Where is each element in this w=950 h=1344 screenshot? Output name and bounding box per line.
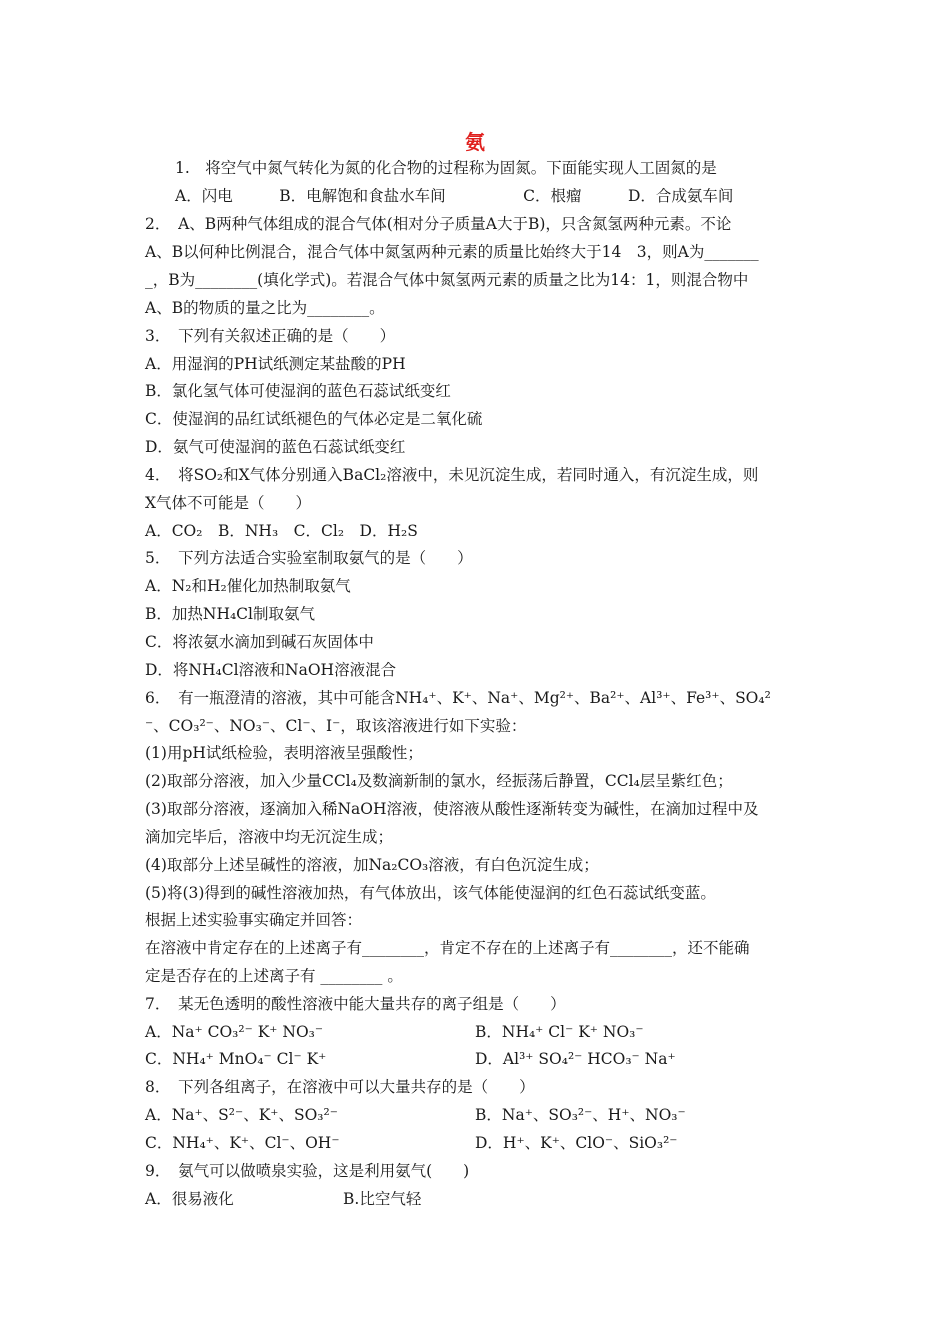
q6-answer-2: 定是否存在的上述离子有 ________ 。 [145,967,403,985]
q8-option-a: A．Na⁺、S²⁻、K⁺、SO₃²⁻ [145,1106,338,1124]
q8-option-d: D．H⁺、K⁺、ClO⁻、SiO₃²⁻ [475,1134,678,1152]
q5-stem: 5． 下列方法适合实验室制取氨气的是（ ） [145,549,473,567]
q6-step-5: (5)将(3)得到的碱性溶液加热，有气体放出，该气体能使湿润的红色石蕊试纸变蓝。 [145,884,716,902]
q8-option-b: B．Na⁺、SO₃²⁻、H⁺、NO₃⁻ [475,1106,686,1124]
q6-line-1: 6． 有一瓶澄清的溶液，其中可能含NH₄⁺、K⁺、Na⁺、Mg²⁺、Ba²⁺、Al³⁺、Fe³⁺、SO₄² [145,689,771,707]
q3-option-a: A．用湿润的PH试纸测定某盐酸的PH [145,355,406,373]
q5-option-d: D．将NH₄Cl溶液和NaOH溶液混合 [145,661,397,679]
q4-line-2: X气体不可能是（ ） [145,494,312,512]
q8-option-c: C．NH₄⁺、K⁺、Cl⁻、OH⁻ [145,1134,340,1152]
q7-option-d: D．Al³⁺ SO₄²⁻ HCO₃⁻ Na⁺ [475,1050,676,1068]
q6-step-1: (1)用pH试纸检验，表明溶液呈强酸性； [145,744,423,762]
q6-intro: 根据上述实验事实确定并回答： [145,911,363,929]
q8-stem: 8． 下列各组离子，在溶液中可以大量共存的是（ ） [145,1078,535,1096]
q7-stem: 7． 某无色透明的酸性溶液中能大量共存的离子组是（ ） [145,995,566,1013]
q3-option-c: C．使湿润的品红试纸褪色的气体必定是二氧化硫 [145,410,483,428]
q2-line-3: _，B为________(填化学式)。若混合气体中氮氢两元素的质量之比为14：1，则混合物中 [145,271,749,289]
q6-step-4: (4)取部分上述呈碱性的溶液，加Na₂CO₃溶液，有白色沉淀生成； [145,856,599,874]
q9-option-a: A．很易液化 [145,1190,234,1208]
q5-option-a: A．N₂和H₂催化加热制取氨气 [145,577,351,595]
page-title: 氨 [465,130,485,154]
q7-option-c: C．NH₄⁺ MnO₄⁻ Cl⁻ K⁺ [145,1050,327,1068]
q7-option-b: B．NH₄⁺ Cl⁻ K⁺ NO₃⁻ [475,1023,644,1041]
q2-line-2: A、B以何种比例混合，混合气体中氮氢两种元素的质量比始终大于14 3，则A为_______ [145,243,759,261]
q1-options: A．闪电 B．电解饱和食盐水车间 C．根瘤 D．合成氨车间 [175,187,734,205]
q9-option-b: B.比空气轻 [343,1190,422,1208]
q2-line-1: 2． A、B两种气体组成的混合气体(相对分子质量A大于B)，只含氮氢两种元素。不论 [145,215,732,233]
q6-step-3a: (3)取部分溶液，逐滴加入稀NaOH溶液，使溶液从酸性逐渐转变为碱性，在滴加过程中及 [145,800,759,818]
q6-line-2: ⁻、CO₃²⁻、NO₃⁻、Cl⁻、I⁻，取该溶液进行如下实验： [145,717,527,735]
q1-stem: 1. 将空气中氮气转化为氮的化合物的过程称为固氮。下面能实现人工固氮的是 [175,159,717,177]
q3-option-d: D．氨气可使湿润的蓝色石蕊试纸变红 [145,438,406,456]
q3-stem: 3． 下列有关叙述正确的是（ ） [145,327,396,345]
q9-stem: 9． 氨气可以做喷泉实验，这是利用氨气( ) [145,1162,470,1180]
q4-line-1: 4． 将SO₂和X气体分别通入BaCl₂溶液中，未见沉淀生成，若同时通入，有沉淀生成，则 [145,466,759,484]
q5-option-c: C．将浓氨水滴加到碱石灰固体中 [145,633,374,651]
q6-step-3b: 滴加完毕后，溶液中均无沉淀生成； [145,828,394,846]
q6-answer-1: 在溶液中肯定存在的上述离子有________，肯定不存在的上述离子有________，还不能确 [145,939,750,957]
q5-option-b: B．加热NH₄Cl制取氨气 [145,605,316,623]
q2-line-4: A、B的物质的量之比为________。 [145,299,385,317]
q4-options: A．CO₂ B．NH₃ C．Cl₂ D．H₂S [145,522,418,540]
q7-option-a: A．Na⁺ CO₃²⁻ K⁺ NO₃⁻ [145,1023,324,1041]
q3-option-b: B．氯化氢气体可使湿润的蓝色石蕊试纸变红 [145,382,451,400]
q6-step-2: (2)取部分溶液，加入少量CCl₄及数滴新制的氯水，经振荡后静置，CCl₄层呈紫红色； [145,772,733,790]
